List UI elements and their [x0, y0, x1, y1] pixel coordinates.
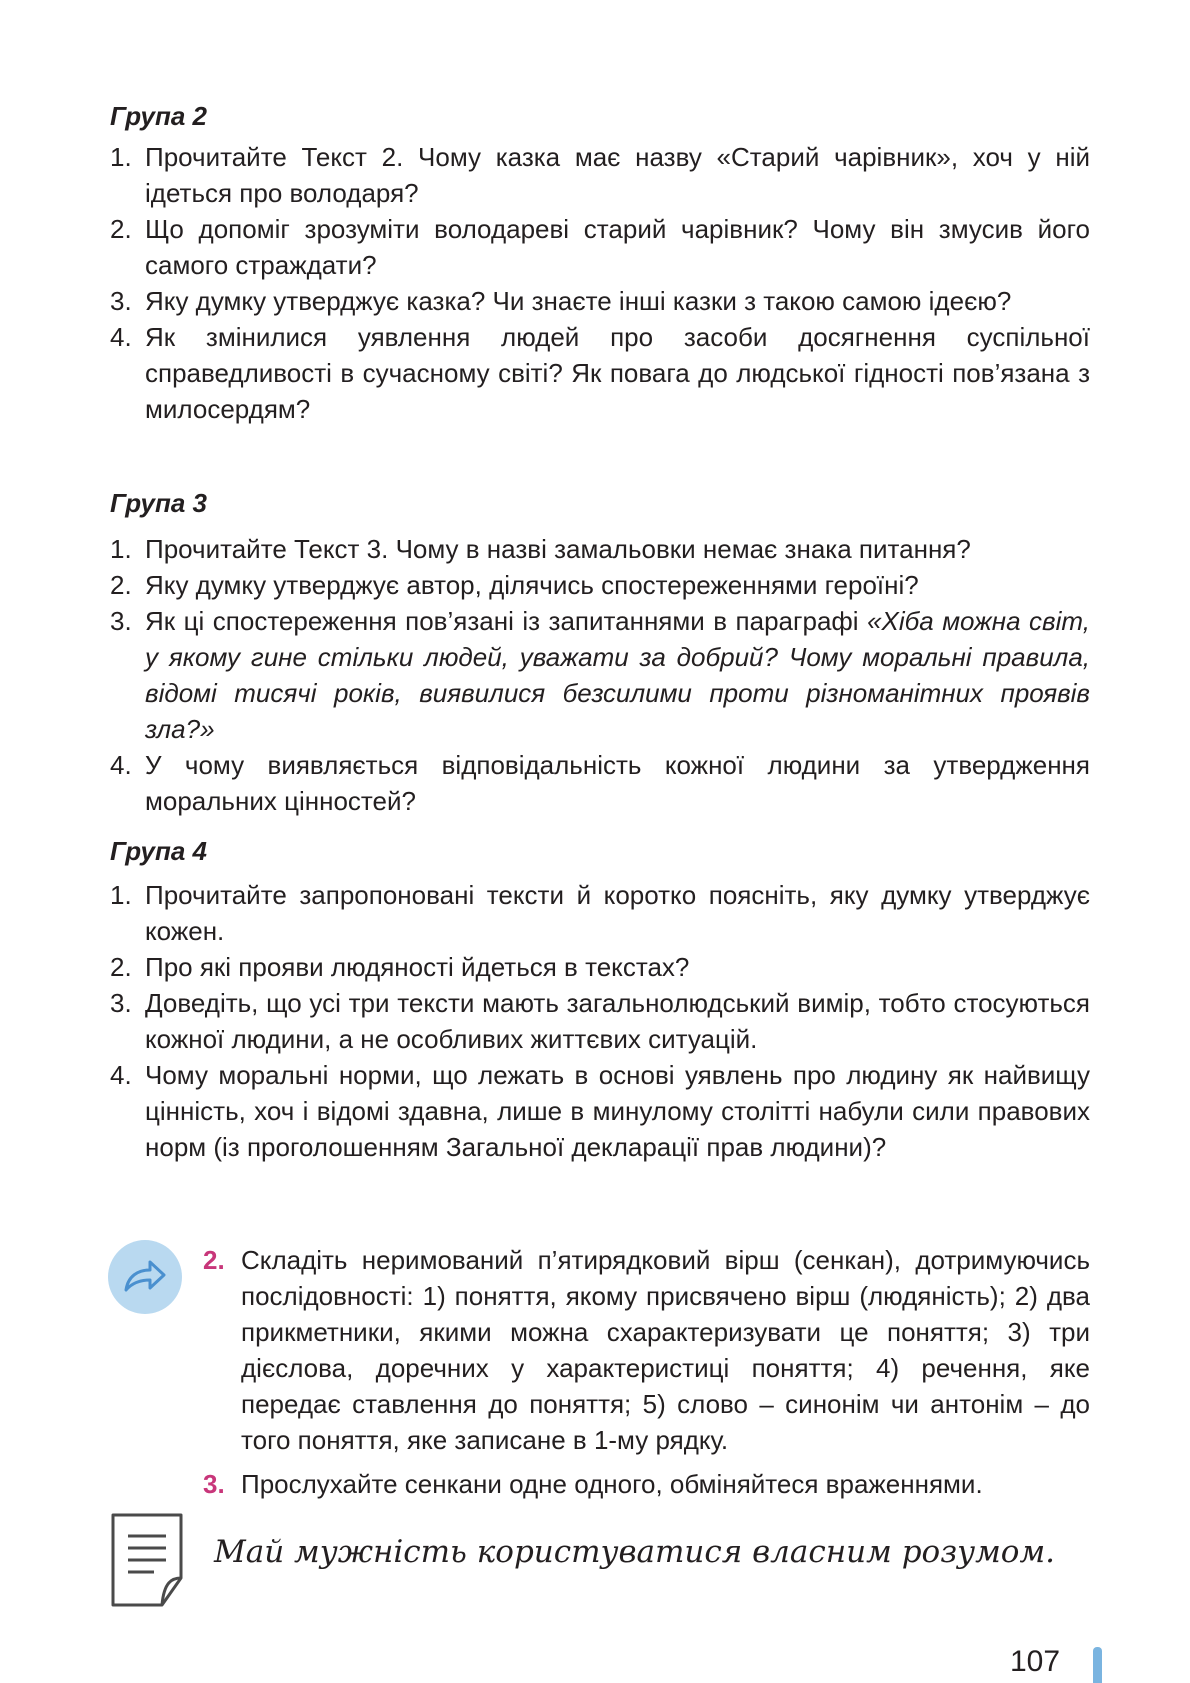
- task-3: [203, 1466, 1090, 1502]
- page-edge-marker: [1093, 1647, 1102, 1683]
- question-text: Про які прояви людяності йдеться в текстах?: [145, 952, 690, 982]
- question-text: Чому моральні норми, що лежать в основі уявлень про людину як найвищу цінність, хоч і відомі здавна, лише в минулому столітті набули сили правових норм (із проголошенням Загальної декларації прав людини)?: [145, 1060, 1090, 1162]
- group-4-question-3: [110, 985, 1090, 1057]
- question-text: У чому виявляється відповідальність кожної людини за утвердження моральних цінностей?: [145, 750, 1090, 816]
- group-2-question-2: [110, 211, 1090, 283]
- question-text: Як ці спостереження пов’язані із запитаннями в параграфі: [145, 606, 868, 636]
- group-4-heading: Група 4: [110, 836, 208, 866]
- group-2-question-3: [110, 283, 1090, 319]
- question-number: 3.: [110, 988, 132, 1018]
- page-number: 107: [1010, 1645, 1061, 1678]
- task-text: Складіть неримований п’ятирядковий вірш (сенкан), дотримуючись послідовності: 1) поняття, якому присвячено вірш (людяність); 2) два прикметники, якими можна схарактеризувати це поняття; 3) три дієслова, доречних у характеристиці поняття; 4) речення, яке передає ставлення до поняття; 5) слово – синонім чи антонім – до того поняття, яке записане в 1-му рядку.: [241, 1245, 1090, 1455]
- share-arrow-icon: [108, 1240, 182, 1314]
- question-number: 3.: [110, 606, 132, 636]
- task-2: [203, 1242, 1090, 1458]
- question-number: 2.: [110, 570, 132, 600]
- question-number: 4.: [110, 750, 132, 780]
- group-4-question-2: [110, 949, 1090, 985]
- group-4-question-4: [110, 1057, 1090, 1165]
- group-3-question-4: [110, 747, 1090, 819]
- group-2-heading: Група 2: [110, 101, 208, 131]
- group-2-question-1: [110, 139, 1090, 211]
- group-3-question-3: [110, 603, 1090, 747]
- group-4-questions: [110, 877, 1090, 1165]
- task-text: Прослухайте сенкани одне одного, обміняйтеся враженнями.: [241, 1469, 983, 1499]
- question-text: Доведіть, що усі три тексти мають загальнолюдський вимір, тобто стосуються кожної людини, а не особливих життєвих ситуацій.: [145, 988, 1090, 1054]
- group-4-question-1: [110, 877, 1090, 949]
- question-text: Прочитайте запропоновані тексти й коротко поясніть, яку думку утверджує кожен.: [145, 880, 1090, 946]
- question-text: Яку думку утверджує казка? Чи знаєте інші казки з такою самою ідеєю?: [145, 286, 1012, 316]
- question-number: 4.: [110, 322, 132, 352]
- question-text: Прочитайте Текст 3. Чому в назві замальовки немає знака питання?: [145, 534, 971, 564]
- question-number: 2.: [110, 214, 132, 244]
- question-number: 1.: [110, 534, 132, 564]
- group-3-questions: [110, 531, 1090, 819]
- note-page-icon: [110, 1512, 186, 1608]
- question-text: Яку думку утверджує автор, ділячись спостереженнями героїні?: [145, 570, 919, 600]
- question-number: 2.: [110, 952, 132, 982]
- question-text: Як змінилися уявлення людей про засоби досягнення суспільної справедливості в сучасному світі? Як повага до людської гідності пов’язана з милосердям?: [145, 322, 1090, 424]
- motto: Май мужність користуватися власним розумом.: [214, 1534, 1056, 1570]
- group-2-questions: [110, 139, 1090, 427]
- task-number: 3.: [203, 1469, 225, 1499]
- question-number: 4.: [110, 1060, 132, 1090]
- question-text: Прочитайте Текст 2. Чому казка має назву «Старий чарівник», хоч у ній ідеться про володаря?: [145, 142, 1090, 208]
- question-number: 3.: [110, 286, 132, 316]
- task-number: 2.: [203, 1245, 225, 1275]
- question-text: Що допоміг зрозуміти володареві старий чарівник? Чому він змусив його самого страждати?: [145, 214, 1090, 280]
- question-quote: «Хіба можна світ, у якому гине стільки людей, уважати за добрий? Чому моральні правила, відомі тисячі років, виявилися безсилими проти різноманітних проявів зла?»: [145, 606, 1090, 744]
- question-number: 1.: [110, 142, 132, 172]
- group-3-question-1: [110, 531, 1090, 567]
- group-2-question-4: [110, 319, 1090, 427]
- group-3-question-2: [110, 567, 1090, 603]
- group-3-heading: Група 3: [110, 488, 208, 518]
- tasks: [203, 1242, 1090, 1502]
- question-number: 1.: [110, 880, 132, 910]
